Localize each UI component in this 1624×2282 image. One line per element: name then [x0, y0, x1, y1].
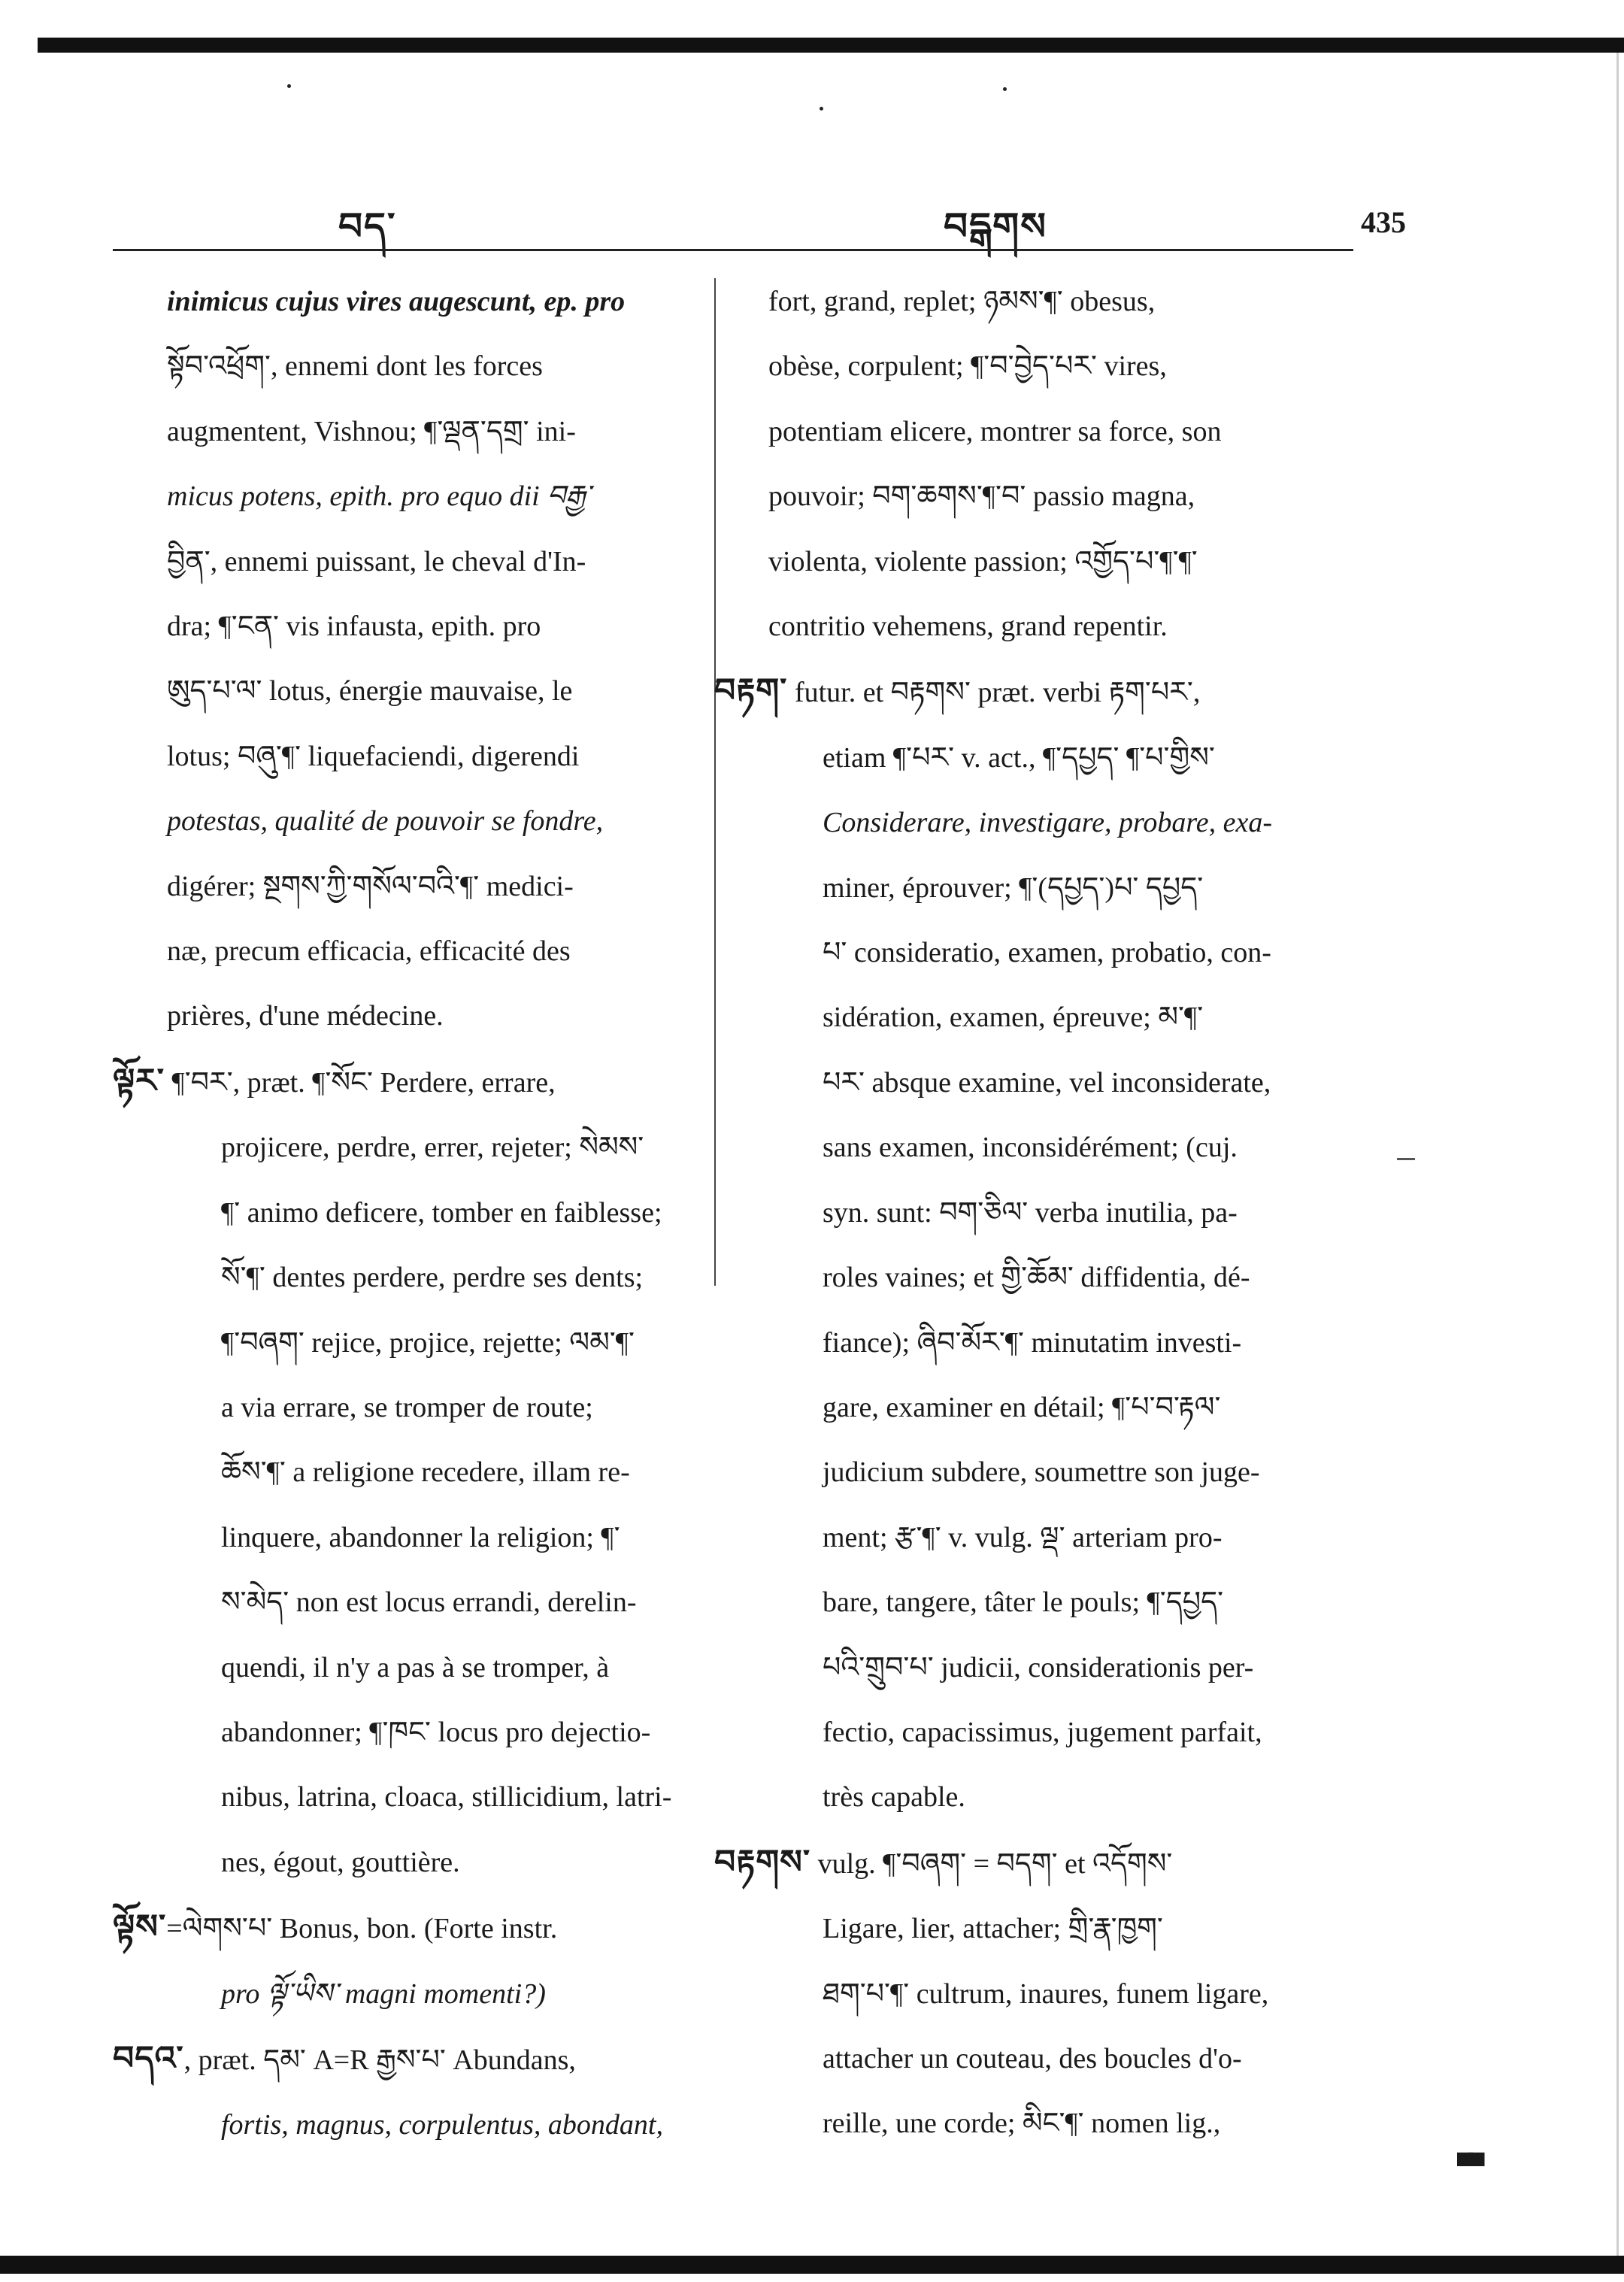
text-line: inimicus cujus vires augescunt, ep. pro	[167, 286, 626, 317]
text-line: ཨུད་པ་ལ་ lotus, énergie mauvaise, le	[167, 675, 573, 708]
print-speck	[1003, 87, 1007, 91]
text-line: Considerare, investigare, probare, exa-	[823, 807, 1273, 839]
text-line: ¶་བཞག་ rejice, projice, rejette; ལམ་¶་	[221, 1326, 635, 1359]
text-line: dra; ¶་ངན་ vis infausta, epith. pro	[167, 611, 541, 643]
text-line: བྱིན་, ennemi puissant, le cheval d'In-	[167, 545, 586, 577]
text-line: projicere, perdre, errer, rejeter; སེམས་	[221, 1132, 644, 1164]
running-head-center: བདྒགས	[944, 205, 1047, 247]
text-line: sans examen, inconsidérément; (cuj.	[823, 1132, 1238, 1164]
text-line: syn. sunt: བག་ཅིལ་ verba inutilia, pa-	[823, 1196, 1238, 1229]
text-line: པ་ consideratio, examen, probatio, con-	[823, 937, 1271, 969]
text-line: judicium subdere, soumettre son juge-	[823, 1456, 1260, 1489]
text-line: potestas, qualité de pouvoir se fondre,	[167, 805, 604, 838]
dictionary-entry	[113, 1895, 684, 2026]
text-line: fectio, capacissimus, jugement parfait,	[823, 1716, 1262, 1748]
text-line: futur. et བརྟགས་ præt. verbi རྟག་པར་,	[794, 677, 1201, 709]
entry-headword: ལྟོར་	[113, 1062, 165, 1099]
text-line: micus potens, epith. pro equo dii བརྒྱ་	[167, 480, 591, 513]
text-line: pouvoir; བག་ཆགས་¶་བ་ passio magna,	[768, 480, 1195, 513]
text-line: miner, éprouver; ¶་(དཔྱད་)པ་ དཔྱད་	[823, 871, 1204, 904]
text-line: linquere, abandonner la religion; ¶་	[221, 1521, 620, 1553]
text-line: gare, examiner en détail; ¶་པ་བ་རྟལ་	[823, 1391, 1221, 1423]
text-line: པའི་གྲུབ་པ་ judicii, considerationis per-	[823, 1651, 1254, 1683]
text-line: potentiam elicere, montrer sa force, son	[768, 415, 1222, 447]
text-line: très capable.	[823, 1781, 965, 1814]
text-line: violenta, violente passion; འགྱོད་པ་¶་¶་	[768, 545, 1198, 577]
text-line: nes, égout, gouttière.	[221, 1846, 460, 1878]
text-line: Ligare, lier, attacher; གྲི་རྣ་ཁྱག་	[823, 1913, 1163, 1945]
text-line: næ, precum efficacia, efficacité des	[167, 935, 571, 968]
dictionary-entry	[714, 1830, 1353, 2156]
text-line: སྟོབ་འཕྲོག་, ennemi dont les forces	[167, 350, 543, 383]
page-number: 435	[1361, 205, 1406, 239]
text-line: vulg. ¶་བཞག་ = བདག་ et འདོགས་	[817, 1847, 1173, 1880]
right-column	[714, 269, 1353, 2156]
entry-headword: བདའ་	[113, 2039, 184, 2077]
text-line: bare, tangere, tâter le pouls; ¶་དཔྱད་	[823, 1586, 1224, 1619]
dictionary-entry	[113, 1049, 684, 1895]
header-rule	[113, 249, 1353, 251]
left-column	[113, 269, 684, 2158]
entry-continuation	[113, 269, 684, 1049]
top-border-bar	[38, 38, 1624, 53]
text-line: ས་མེད་ non est locus errandi, derelin-	[221, 1586, 637, 1619]
text-line: a via errare, se tromper de route;	[221, 1391, 593, 1423]
text-line: prières, d'une médecine.	[167, 1000, 444, 1032]
entry-headword: ལྟོས་	[113, 1908, 167, 1946]
text-line: digérer; སྔགས་ཀྱི་གསོལ་བའི་¶་ medici-	[167, 870, 574, 902]
print-speck	[287, 84, 291, 88]
text-line: pro ལྟོ་ཡིས་ magni momenti?)	[221, 1977, 546, 2010]
text-line: abandonner; ¶་ཁང་ locus pro dejectio-	[221, 1716, 651, 1748]
print-speck	[820, 107, 823, 111]
text-line: augmentent, Vishnou; ¶་ལྡན་དགྲ་ ini-	[167, 415, 576, 447]
text-line: roles vaines; et གྱི་ཆོམ་ diffidentia, dé-	[823, 1262, 1250, 1294]
text-line: པར་ absque examine, vel inconsiderate,	[823, 1066, 1271, 1099]
text-line: སོ་¶་ dentes perdere, perdre ses dents;	[221, 1262, 644, 1294]
entry-continuation	[714, 269, 1353, 659]
text-line: ཐག་པ་¶་ cultrum, inaures, funem ligare,	[823, 1977, 1269, 2010]
entry-headword: བརྟགས་	[714, 1843, 811, 1880]
text-line: attacher un couteau, des boucles d'o-	[823, 2042, 1242, 2074]
text-line: fort, grand, replet; ཉམས་¶་ obesus,	[768, 286, 1156, 317]
dictionary-entry	[714, 659, 1353, 1829]
text-line: , præt. དམ་ A=R རྒྱས་པ་ Abundans,	[183, 2044, 576, 2076]
running-head-left: བད་	[338, 205, 397, 247]
margin-dash	[1397, 1158, 1415, 1160]
text-line: obèse, corpulent; ¶་བ་བྱེད་པར་ vires,	[768, 350, 1167, 383]
text-line: lotus; བཞུ་¶་ liquefaciendi, digerendi	[167, 740, 580, 772]
dictionary-entry	[113, 2026, 684, 2158]
page-edge-shadow	[1616, 53, 1619, 2256]
margin-mark: ▀▀	[1457, 2153, 1480, 2178]
entry-headword: བརྟག་	[714, 672, 788, 710]
text-line: ¶་ animo deficere, tomber en faiblesse;	[221, 1196, 662, 1229]
text-line: etiam ¶་པར་ v. act., ¶་དཔྱད་ ¶་པ་གྱིས་	[823, 741, 1215, 774]
text-line: reille, une corde; མིང་¶་ nomen lig.,	[823, 2108, 1221, 2140]
text-line: ment; རྩ་¶་ v. vulg. ལྡ་ arteriam pro-	[823, 1521, 1223, 1553]
text-line: fortis, magnus, corpulentus, abondant,	[221, 2109, 663, 2141]
text-line: fiance); ཞིབ་མོར་¶་ minutatim investi-	[823, 1326, 1242, 1359]
text-line: sidération, examen, épreuve; མ་¶་	[823, 1002, 1204, 1034]
text-line: =ལེགས་པ་ Bonus, bon. (Forte instr.	[166, 1913, 558, 1945]
text-line: contritio vehemens, grand repentir.	[768, 611, 1168, 643]
text-line: ཆོས་¶་ a religione recedere, illam re-	[221, 1456, 630, 1489]
text-line: quendi, il n'y a pas à se tromper, à	[221, 1651, 610, 1683]
text-line: ¶་བར་, præt. ¶་སོང་ Perdere, errare,	[171, 1066, 556, 1099]
text-line: nibus, latrina, cloaca, stillicidium, latri-	[221, 1781, 672, 1814]
bottom-border-bar	[0, 2256, 1624, 2274]
